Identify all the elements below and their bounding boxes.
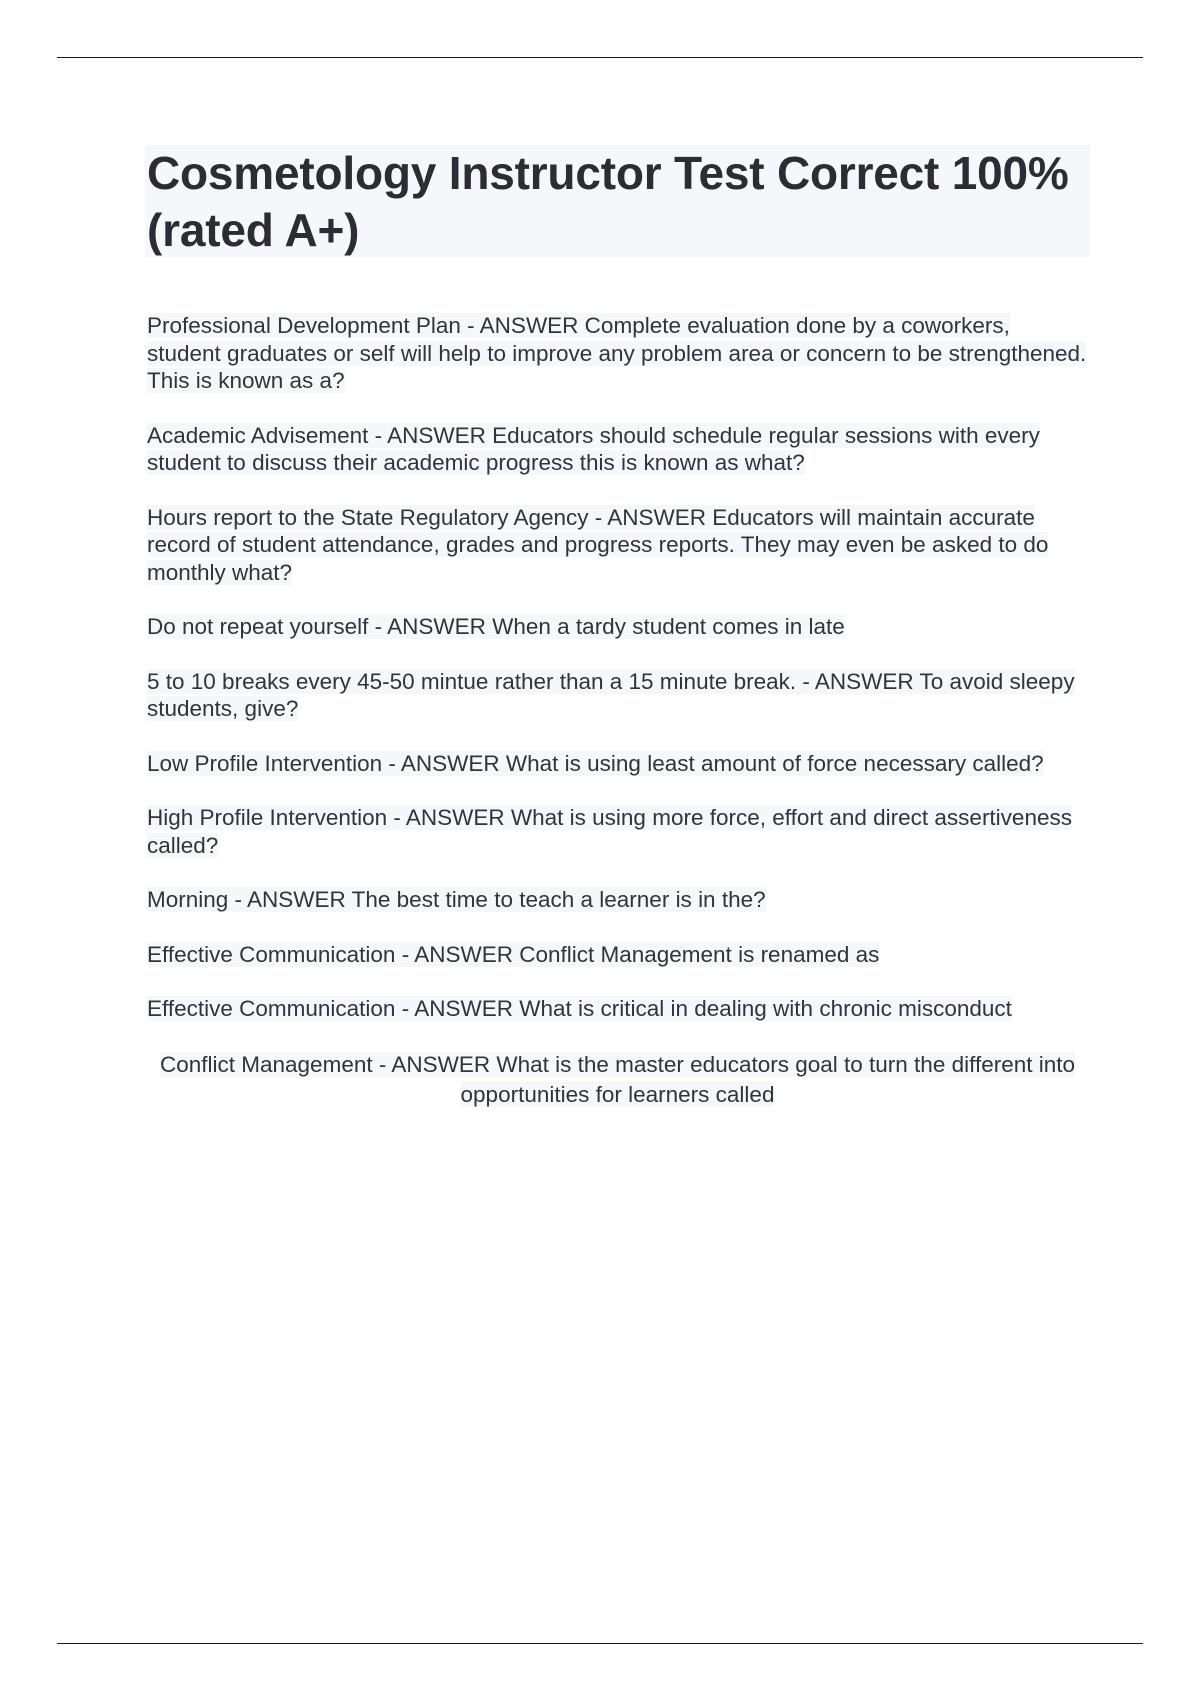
qa-item <box>145 804 1090 859</box>
qa-text: Professional Development Plan - ANSWER Complete evaluation done by a coworkers, student graduates or self will help to improve any problem area or concern to be strengthened. This is known as a? <box>147 313 1087 393</box>
qa-item <box>145 750 1090 778</box>
qa-item <box>145 995 1090 1023</box>
qa-item <box>145 941 1090 969</box>
top-rule <box>57 57 1143 58</box>
qa-item <box>145 422 1090 477</box>
document-body <box>145 145 1090 1137</box>
qa-text: Hours report to the State Regulatory Agency - ANSWER Educators will maintain accurate record of student attendance, grades and progress reports. They may even be asked to do monthly what? <box>147 504 1049 585</box>
bottom-rule <box>57 1643 1143 1644</box>
qa-text: Conflict Management - ANSWER What is the master educators goal to turn the different into opportunities for learners called <box>159 1051 1076 1107</box>
qa-text: Effective Communication - ANSWER What is critical in dealing with chronic misconduct <box>147 996 1012 1021</box>
title-block <box>145 145 1090 257</box>
qa-item <box>145 504 1090 587</box>
qa-item <box>145 886 1090 914</box>
qa-text: Low Profile Intervention - ANSWER What is using least amount of force necessary called? <box>147 750 1044 776</box>
qa-item <box>145 1050 1090 1110</box>
qa-text: Morning - ANSWER The best time to teach a learner is in the? <box>147 887 766 912</box>
qa-text: Effective Communication - ANSWER Conflict Management is renamed as <box>147 941 880 967</box>
qa-text: High Profile Intervention - ANSWER What is using more force, effort and direct assertiveness called? <box>147 805 1072 858</box>
qa-text: Academic Advisement - ANSWER Educators should schedule regular sessions with every student to discuss their academic progress this is known as what? <box>147 422 1040 475</box>
qa-item <box>145 613 1090 641</box>
qa-text: Do not repeat yourself - ANSWER When a tardy student comes in late <box>147 614 845 639</box>
qa-text: 5 to 10 breaks every 45-50 mintue rather than a 15 minute break. - ANSWER To avoid sleepy students, give? <box>147 668 1075 721</box>
qa-item <box>145 312 1090 395</box>
qa-list <box>145 312 1090 1110</box>
qa-item <box>145 668 1090 723</box>
document-title: Cosmetology Instructor Test Correct 100%(rated A+) <box>147 147 1069 256</box>
